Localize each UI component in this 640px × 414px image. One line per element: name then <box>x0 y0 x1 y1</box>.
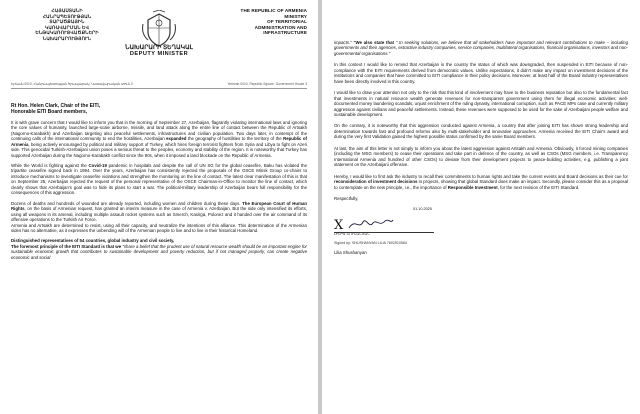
paragraph-1: It is with grave concern that I would like to inform you that in the morning of September 27, Azerbaijan, flagrantly violating international laws and ignoring the core values of humanity, launched large-scale airborne, missile, and land attack along the entire line of contact between the Republic of Artsakh (Nagorno-Karabakh) and Azerbaijan targeting also peaceful settlements, infrastructures and civilian population. Two days later, in contempt of the continuing calls of the international community to end the hostilities, Azerbaijan expanded the geography of hostilities to the territory of the Republic of Armenia, being actively encouraged by political and military support of Turkey, which hires foreign terrorist fighters from Syria and Libya to fight on Azeri side. This genocidal Turkish-Azerbaijani union poses a serious threat to the peoples, economy and stability of the region. It is noteworthy that Turkey has supported Azerbaijan during the Nagorno-Karabakh conflict since the 90s, when it imposed a land blockade on the Republic of Armenia. <box>11 119 307 158</box>
signatory-name: Lilia Shushanyan <box>334 250 367 256</box>
signature-x-mark: X <box>334 217 344 233</box>
letter-page-1 <box>0 0 318 414</box>
signature-date: 01.10.2020 <box>412 207 432 212</box>
paragraph-contrary: On the contrary, it is noteworthy that this aggression conducted against Armenia, a country that after joining EITI has shown strong leadership and determination towards fast and profound reforms also by multi-stakeholder and innovative approaches. Armenia received the EITI Chair's award and during the very first Validation gained the highest possible status confirmed by the same Board members. <box>334 123 628 140</box>
paragraph-aim: At last, the aim of this letter is not simply to inform you about the latest aggression against Artsakh and Armenia. Obviously, it forced mining companies (including the MSG members) to cease their operations and take part in defence of the country, as well as CSOs (MSG members, i.e. Transparency International Armenia and hundred of other CSOs) to deviate from their development projects to peace-building activities, e.g. publishing a joint statement on the Azerbaijani offensive. <box>334 145 628 168</box>
paragraph-3: Dozens of deaths and hundreds of wounded are already reported, including women and children during these days. The European Court of Human Rights, on the basis of Armenian request, has granted an interim measure in the case of Armenia v. Azerbaijan. But the side only intensified its efforts, using all weapons in its arsenal, including multiple assault rocket systems such as Smerch, Kasirga, Polonez and it handed over the air command of its offensive operations to the Turkish Air Force. <box>11 200 308 223</box>
paragraph-context: In this context I would like to remind that Azerbaijan is the country the status of which was downgraded, then suspended in EITI because of non-compliance with the EITI requirements derived from democratic values. Unlike expectations, it didn't make any impact on investment decisions of the institutions and companies that have committed to EITI compliance in their policy decisions. Moreover, at least half of the Board industry representatives have been directly involved in this country. <box>334 62 628 84</box>
letter-page-2 <box>322 0 640 414</box>
letterhead-armenian: ՀԱՅԱՍՏԱՆԻ ՀԱՆՐԱՊԵՏՈՒԹՅԱՆ ՏԱՐԱԾՔԱՅԻՆ ԿԱՌԱՎԱՐՄԱՆ ԵՎ ԵՆԹԱԿԱՌՈՒՑՎԱԾՔՆԵՐԻ ՆԱԽԱՐԱՐՈՒԹՅՈՒՆ <box>35 8 99 41</box>
letterhead-english: THE REPUBLIC OF ARMENIA MINISTRY OF TERRITORIAL ADMINISTRATION AND INFRASTRUCTURE <box>240 8 307 36</box>
address-line: Երևան 0010, Հանրապետության հրապարակ, Կառավարական տուն 3 Yerevan 0010, Republic Square, Government House 3 <box>11 82 307 89</box>
paragraph-4: Armenia and Artsakh are determined to resist, using all their capacity, and neutralize the intentions of this alliance. This determination of the Armenian sides has no alternative, as it expresses the unbending will of the Armenian people to live and to live in their historical Homeland. <box>11 222 307 233</box>
paragraph-request: Hereby, I would like to first ask the industry to recall their commitments to human rights and take the current events and Board decisions as their cue for reconsideration of investment decisions in projects, showing that global Standard does make an impact. Secondly, please consider this as a proposal to contemplate on the new principle, i.e., the importance of Responsible Investment, for the next revision of the EITI Standard. <box>334 173 628 190</box>
signature-caption: ԼԻԼԻԱ ՇՈՒՇԱՆՅԱՆ <box>334 232 370 237</box>
signature-block: Respectfully, 01.10.2020 X ԼԻԼԻԱ ՇՈՒՇԱՆՅԱՆ Signed by: SHUSHANYAN LILIA 7602910584 Lilia Shushanyan <box>334 196 628 256</box>
signature-line <box>334 216 628 232</box>
paragraph-5: Distinguished representatives of 54 countries, global industry and civil society, The foremost principle of the EITI Standard is that we "share a belief that the prudent use of natural resource wealth should be an important engine for sustainable economic growth that contributes to sustainable development and poverty reduction, but if not managed properly, can create negative economic and social <box>11 238 307 260</box>
paragraph-risk: I would like to draw your attention not only to the risk that this kind of involvement may have to the business reputation but also to the fundamental fact that investments in natural resource wealth generate revenues for non-transparent government using them for illegal economic activities: well-documented money laundering scandals, unjust enrichment of the ruling dynasty, international corruption, such as PACE MPs case and currently military aggression against civilians and peaceful settlements. Instead, these revenues were supposed to be used for the sake of Azerbaijani people welfare and sustainable development. <box>334 90 628 117</box>
paragraph-quote: impacts." "We also state that " In seeking solutions, we believe that all stakeholders have important and relevant contributions to make – including governments and their agencies, extractive industry companies, service companies, multilateral organisations, financial organisations, investors and non-governmental organisations." <box>334 40 628 56</box>
handwritten-signature-icon <box>347 216 395 232</box>
paragraph-2: While the World is fighting against the Covid-19 pandemic in hospitals and despite the call of UN SG for the global ceasefire, Baku has violated the tripartite ceasefire signed back in 1994. Over the years, Azerbaijan has consistently rejected the proposals of the OSCE Minsk Group co-chairs to introduce mechanisms to investigate ceasefire violations and strengthen the monitoring on the line of contact. The latest clear manifestation of this is that on September 25, Azerbaijan rejected the request of the personal representative of the OSCE Chairman-in-Office to monitor the line of contact, which clearly shows that Azerbaijan's goal was to hide its plans to start a war. The political-military leadership of Azerbaijan bears full responsibility for the consequences of this aggression. <box>11 162 307 196</box>
deputy-minister-title: ՆԱԽԱՐԱՐԻ ՏԵՂԱԿԱԼ DEPUTY MINISTER <box>125 45 193 57</box>
signed-by: Signed by: SHUSHANYAN LILIA 7602910584 <box>334 240 407 245</box>
salutation: Rt Hon. Helen Clark, Chair of the EITI, Honorable EITI Board members, <box>11 103 101 116</box>
